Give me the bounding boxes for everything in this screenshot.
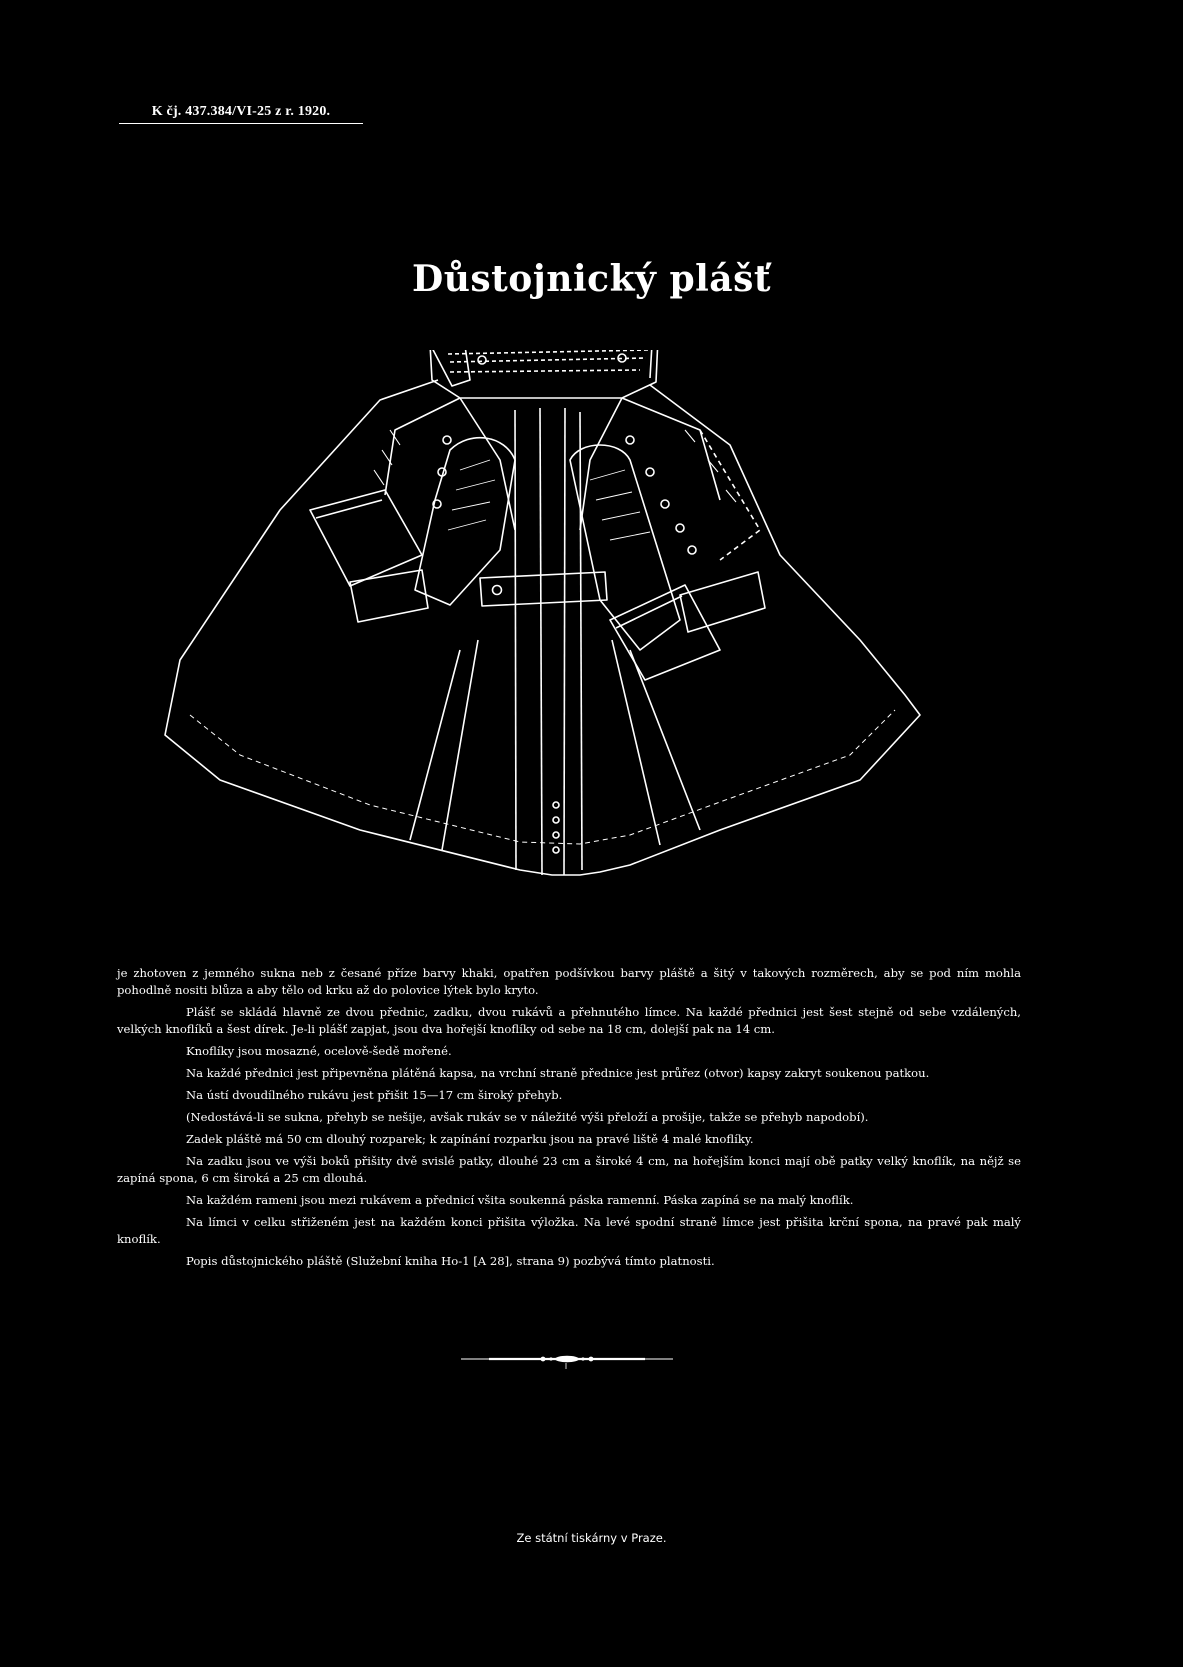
paragraph: Na límci v celku střiženém jest na každém konci přišita výložka. Na levé spodní straně límce jest přišita krční spona, na pravé pak malý knoflík. [117,1215,1021,1246]
paragraph: je zhotoven z jemného sukna neb z česané příze barvy khaki, opatřen podšívkou barvy pláště a šitý v takových rozměrech, aby se pod ním mohla pohodlně nositi blůza a aby tělo od krku až do polovice lýtek bylo kryto. [117,966,1021,997]
printer-imprint: Ze státní tiskárny v Praze. [516,1531,667,1545]
right-sleeve [570,445,680,650]
paragraph: Knoflíky jsou mosazné, ocelově-šedě mořené. [186,1044,452,1058]
coat-illustration [160,350,980,940]
paragraph: Zadek pláště má 50 cm dlouhý rozparek; k zapínání rozparku jsou na pravé liště 4 malé knoflíky. [186,1132,754,1146]
back-belt [480,572,607,606]
left-pocket-flap [350,570,428,622]
paragraph: Na ústí dvoudílného rukávu jest přišit 15—17 cm široký přehyb. [186,1088,563,1102]
right-pocket-flap [680,572,765,632]
paragraph: Plášť se skládá hlavně ze dvou přednic, zadku, dvou rukávů a přehnutého límce. Na každé přednici jest šest stejně od sebe vzdálených, velkých knoflíků a šest dírek. Je-li plášť zapjat, jsou dva hořejší knoflíky od sebe na 18 cm, dolejší pak na 14 cm. [117,1005,1021,1036]
description-text [117,965,1021,1275]
paragraph: Na každé přednici jest připevněna plátěná kapsa, na vrchní straně přednice jest průřez (otvor) kapsy zakryt soukenou patkou. [186,1066,930,1080]
paragraph: Popis důstojnického pláště (Služební kniha Ho-1 [A 28], strana 9) pozbývá tímto platnosti. [186,1254,715,1268]
document-reference-number: K čj. 437.384/VI-25 z r. 1920. [119,104,363,124]
page-title: Důstojnický plášť [411,258,772,300]
paragraph: Na každém rameni jsou mezi rukávem a přednicí všita soukenná páska ramenní. Páska zapíná se na malý knoflík. [186,1193,854,1207]
collar [430,350,658,398]
paragraph: (Nedostává-li se sukna, přehyb se nešije, avšak rukáv se v náležité výši přeloží a prošije, takže se přehyb napodobí). [186,1110,869,1124]
ornament-divider [459,1347,675,1371]
paragraph: Na zadku jsou ve výši boků přišity dvě svislé patky, dlouhé 23 cm a široké 4 cm, na hořejším konci mají obě patky velký knoflík, na nějž se zapíná spona, 6 cm široká a 25 cm dlouhá. [117,1154,1021,1185]
